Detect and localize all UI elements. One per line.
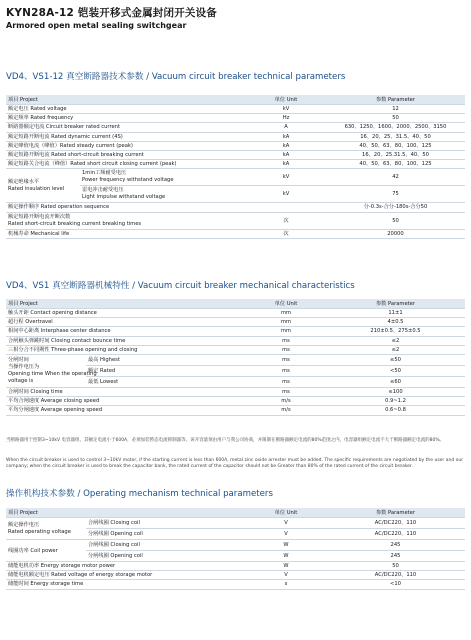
table-row	[6, 387, 465, 396]
table-row	[6, 562, 465, 571]
cell: 断路器额定电流 Circuit breaker rated current	[6, 123, 246, 132]
cell: ms	[246, 345, 326, 354]
cell: 次	[246, 212, 326, 229]
table-row	[6, 580, 465, 589]
cell: 630、1250、1600、2000、2500、3150	[326, 123, 465, 132]
op-voltage-cell	[6, 518, 86, 540]
table-header-row	[6, 508, 465, 518]
cell: mm	[246, 318, 326, 327]
opening-label-en: Opening time When the operating	[8, 370, 97, 377]
table-row	[6, 169, 465, 186]
cell: kA	[246, 150, 326, 159]
cell: 40、50、63、80、100、125	[326, 141, 465, 150]
cell: s	[246, 580, 326, 589]
cell: kV	[246, 105, 326, 114]
table-row	[6, 406, 465, 415]
sub-label-zh: 1min工频耐受电压	[82, 170, 127, 177]
cell: ≤100	[326, 387, 465, 396]
cell: 额定电压 Rated voltage	[6, 105, 246, 114]
insulation-label-zh: 额定绝缘水平	[8, 178, 40, 185]
cell: ms	[246, 387, 326, 396]
cell: 相间中心距离 Interphase center distance	[6, 327, 246, 336]
cell: W	[246, 562, 326, 571]
cell: ≤50	[326, 354, 465, 365]
cell: 三相分合不同期性 Three-phase opening and closing	[6, 345, 246, 354]
cell: ms	[246, 336, 326, 345]
cell: V	[246, 571, 326, 580]
cell: AC/DC220、110	[326, 529, 465, 540]
cell: 额定峰值电流（峰值）Rated steady current (peak)	[6, 141, 246, 150]
col-project: 项目 Project	[6, 95, 246, 105]
cell: m/s	[246, 406, 326, 415]
cell: V	[246, 518, 326, 529]
cell: 平均合闸速度 Average closing speed	[6, 397, 246, 406]
cell: AC/DC220、110	[326, 518, 465, 529]
cell: 合闸时间 Closing time	[6, 387, 246, 396]
cell	[246, 203, 326, 212]
mech-char-table	[6, 299, 465, 416]
col-project: 项目 Project	[6, 299, 246, 309]
table-row	[6, 518, 465, 529]
cell: 16、20、25、31.5、40、50	[326, 132, 465, 141]
cell: Hz	[246, 114, 326, 123]
cell: ≤60	[326, 376, 465, 387]
cell: 次	[246, 229, 326, 238]
cell: W	[246, 551, 326, 562]
opening-label-zh2: 当操作电压为	[8, 363, 40, 370]
cell: 50	[326, 212, 465, 229]
op-mech-table	[6, 508, 465, 590]
cell: kV	[246, 186, 326, 203]
cell: 额定频率 Rated frequency	[6, 114, 246, 123]
cell: 额定操作顺序 Rated operation sequence	[6, 203, 246, 212]
cell: V	[246, 529, 326, 540]
cell: ≤2	[326, 336, 465, 345]
cell: 最低 Lowest	[86, 376, 246, 387]
col-unit: 单位 Unit	[246, 95, 326, 105]
cell: kV	[246, 169, 326, 186]
table-row	[6, 540, 465, 551]
cell: 50	[326, 562, 465, 571]
cell: 机械寿命 Mechanical life	[6, 229, 246, 238]
cell: 245	[326, 540, 465, 551]
opening-time-cell	[6, 354, 97, 387]
table-row	[6, 571, 465, 580]
cell: 合闸触头弹跳时间 Closing contact bounce time	[6, 336, 246, 345]
cell: 42	[326, 169, 465, 186]
cell: 245	[326, 551, 465, 562]
cell: 合闸线圈 Closing coil	[86, 540, 246, 551]
col-project: 项目 Project	[6, 508, 246, 518]
cell: AC/DC220、110	[326, 571, 465, 580]
table-row	[6, 336, 465, 345]
col-parameter: 参数 Parameter	[326, 508, 465, 518]
cell: A	[246, 123, 326, 132]
coil-power-cell: 线圈功率 Coil power	[6, 540, 86, 562]
cell: 16、20、25.31.5、40、50	[326, 150, 465, 159]
cell: ≤2	[326, 345, 465, 354]
sub-label-en: Light impulse withstand voltage	[82, 193, 166, 200]
section-title-op-mech: 操作机构技术参数 / Operating mechanism technical parameters	[6, 489, 273, 499]
table-row	[6, 345, 465, 354]
cell: 12	[326, 105, 465, 114]
table-row	[6, 229, 465, 238]
cell: 超行程 Overtravel	[6, 318, 246, 327]
opening-label-zh: 分闸时间	[8, 356, 29, 363]
sub-label-en: Power frequency withstand voltage	[82, 176, 174, 183]
cell: 额定短路开断电流 Rated short-circuit breaking current	[6, 150, 246, 159]
cell: m/s	[246, 397, 326, 406]
table-row	[6, 123, 465, 132]
table-row	[6, 397, 465, 406]
table-row	[6, 150, 465, 159]
cell: 分闸线圈 Opening coil	[86, 551, 246, 562]
col-parameter: 参数 Parameter	[326, 95, 465, 105]
opening-label-en2: voltage is	[8, 377, 34, 384]
cell: 0.6~0.8	[326, 406, 465, 415]
cell: <10	[326, 580, 465, 589]
cell	[6, 212, 246, 229]
table-row	[6, 212, 465, 229]
col-unit: 单位 Unit	[246, 508, 326, 518]
note-zh: 当断路器用于控制3~10kV 电容器组，其额定电流小于600A，必须加装暂态电流抑制器等。该开容量须由用户与我公司协商，并限制在断路器额定电流的80%范围之内，电容器组额定电流不大于断路器额定电流的80%。	[6, 438, 445, 443]
table-row	[6, 132, 465, 141]
col-parameter: 参数 Parameter	[326, 299, 465, 309]
cell: 210±0.5、275±0.5	[326, 327, 465, 336]
cell: 分闸线圈 Opening coil	[86, 529, 246, 540]
insulation-label-en: Rated insulation level	[8, 185, 65, 192]
cell: 额定短路开断电流 Rated dynamic current (4S)	[6, 132, 246, 141]
table-row	[6, 354, 465, 365]
cell: 0.9~1.2	[326, 397, 465, 406]
label-en: Rated operating voltage	[8, 528, 71, 535]
cell: 储能电机额定电压 Rated voltage of energy storage motor	[6, 571, 246, 580]
section-title-cb-params: VD4、VS1-12 真空断路器技术参数 / Vacuum circuit breaker technical parameters	[6, 72, 346, 82]
cell: 11±1	[326, 309, 465, 318]
cell: ms	[246, 365, 326, 376]
table-header-row	[6, 299, 465, 309]
cell: 合闸线圈 Closing coil	[86, 518, 246, 529]
cell: 75	[326, 186, 465, 203]
cell: mm	[246, 309, 326, 318]
cell: ms	[246, 354, 326, 365]
cell: kA	[246, 141, 326, 150]
cell: 平均分闸速度 Average opening speed	[6, 406, 246, 415]
table-header-row	[6, 95, 465, 105]
table-row	[6, 309, 465, 318]
cell: W	[246, 540, 326, 551]
cell: 最高 Highest	[86, 354, 246, 365]
label-en: Rated short-circuit breaking current breaking times	[8, 220, 142, 227]
insulation-cell	[6, 169, 246, 203]
table-row	[6, 105, 465, 114]
cell: 额定 Rated	[86, 365, 246, 376]
cell: 额定短路关合电流（峰值）Rated short circuit closing current (peak)	[6, 160, 246, 169]
cell: 20000	[326, 229, 465, 238]
table-row	[6, 203, 465, 212]
cell: 储能时间 Energy storage time	[6, 580, 246, 589]
cell: kA	[246, 132, 326, 141]
page-title-en: Armored open metal sealing switchgear	[6, 21, 187, 30]
table-row	[6, 327, 465, 336]
cell: 储能电机功率 Energy storage motor power	[6, 562, 246, 571]
section-title-mech-char: VD4、VS1 真空断路器机械特性 / Vacuum circuit breaker mechanical characteristics	[6, 281, 355, 291]
table-row	[6, 318, 465, 327]
cell: <50	[326, 365, 465, 376]
cell: 4±0.5	[326, 318, 465, 327]
cell: kA	[246, 160, 326, 169]
table-row	[6, 160, 465, 169]
page-title-zh: KYN28A-12 铠装开移式金属封闭开关设备	[6, 7, 217, 19]
table-row	[6, 114, 465, 123]
cell: 40、50、63、80、100、125	[326, 160, 465, 169]
label-zh: 额定操作电压	[8, 521, 40, 528]
cell: 分-0.3s-合分-180s-合分50	[326, 203, 465, 212]
cell: 触头开距 Contact opening distance	[6, 309, 246, 318]
page-header	[6, 5, 217, 30]
cb-params-table	[6, 95, 465, 239]
sub-label-zh: 雷电冲击耐受电压	[82, 187, 124, 194]
col-unit: 单位 Unit	[246, 299, 326, 309]
note-en: When the circuit breaker is used to control 3~10kV motor, if the starting current is less than 600A, metal zinc oxide arrester must be added. The specific requirements are negotiated by the user and our company; when the circuit breaker is used to break the capacitor bank, the rated current of the capacitor should not be Greater than 80% of the rated current of the circuit breaker.	[6, 458, 464, 470]
cell: ms	[246, 376, 326, 387]
label-zh: 额定短路开断电流开断次数	[8, 213, 71, 220]
cell: 50	[326, 114, 465, 123]
table-row	[6, 141, 465, 150]
cell: mm	[246, 327, 326, 336]
